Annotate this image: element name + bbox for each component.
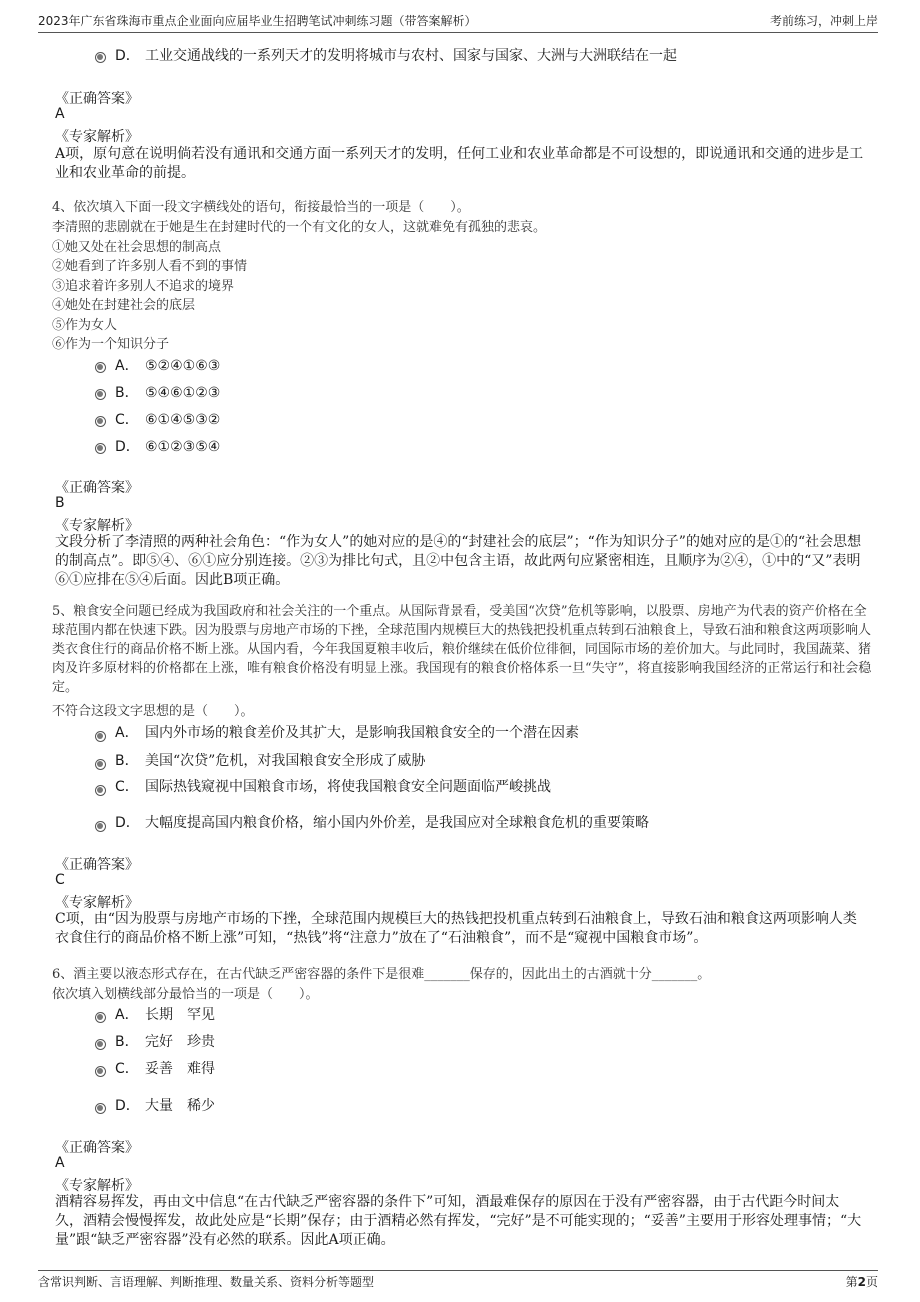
document-title: 2023年广东省珠海市重点企业面向应届毕业生招聘笔试冲刺练习题（带答案解析）: [38, 14, 477, 28]
q4-option-a[interactable]: A． ⑤②④①⑥③: [115, 358, 221, 374]
q4-option-b[interactable]: B． ⑤④⑥①②③: [115, 385, 221, 401]
answer-label: 《正确答案》: [55, 480, 139, 496]
radio-q4-option-b[interactable]: [95, 389, 106, 400]
q6-option-a[interactable]: A． 长期 罕见: [115, 1007, 215, 1023]
question-prompt: 依次填入划横线部分最恰当的一项是（ ）。: [52, 987, 319, 1002]
radio-q6-option-d[interactable]: [95, 1103, 106, 1114]
analysis-label: 《专家解析》: [55, 1178, 139, 1194]
analysis-label: 《专家解析》: [55, 895, 139, 911]
q4-option-c[interactable]: C． ⑥①④⑤③②: [115, 412, 221, 428]
analysis-text: A项，原句意在说明倘若没有通讯和交通方面一系列天才的发明，任何工业和农业革命都是不可设想的，即说通讯和交通的进步是工业和农业革命的前提。: [55, 146, 864, 181]
analysis-label: 《专家解析》: [55, 129, 139, 145]
list-item: ⑤作为女人: [52, 318, 118, 333]
page-footer: [38, 1270, 878, 1295]
answer-label: 《正确答案》: [55, 857, 139, 873]
answer-label: 《正确答案》: [55, 1140, 139, 1156]
page-number: 第2页: [845, 1275, 878, 1289]
list-item: ④她处在封建社会的底层: [52, 298, 196, 313]
radio-q6-option-a[interactable]: [95, 1012, 106, 1023]
correct-answer: C: [55, 872, 65, 888]
correct-answer: A: [55, 1155, 65, 1171]
radio-q4-option-c[interactable]: [95, 416, 106, 427]
analysis-text: 酒精容易挥发，再由文中信息“在古代缺乏严密容器的条件下”可知，酒最难保存的原因在于没有严密容器，由于古代距今时间太久，酒精会慢慢挥发，故此处应是“长期”保存；由于酒精必然有挥发，“完好”是不可能实现的；“妥善”主要用于形容处理事情；“大量”跟“缺乏严密容器”没有必然的联系。因此A项正确。: [55, 1194, 862, 1248]
header-slogan: 考前练习，冲刺上岸: [769, 14, 878, 28]
q6-option-c[interactable]: C． 妥善 难得: [115, 1061, 215, 1077]
q6-option-d[interactable]: D． 大量 稀少: [115, 1098, 215, 1114]
q4-option-d[interactable]: D． ⑥①②③⑤④: [115, 439, 221, 455]
q5-option-b[interactable]: B． 美国“次贷”危机，对我国粮食安全形成了威胁: [115, 753, 426, 769]
radio-q6-option-c[interactable]: [95, 1066, 106, 1077]
radio-q4-option-d[interactable]: [95, 443, 106, 454]
correct-answer: B: [55, 495, 65, 511]
radio-q4-option-a[interactable]: [95, 362, 106, 373]
answer-label: 《正确答案》: [55, 91, 139, 107]
q6-option-b[interactable]: B． 完好 珍贵: [115, 1034, 215, 1050]
radio-q5-option-c[interactable]: [95, 785, 106, 796]
footer-topics: 含常识判断、言语理解、判断推理、数量关系、资料分析等题型: [38, 1275, 375, 1289]
question-context: 李清照的悲剧就在于她是生在封建时代的一个有文化的女人，这就难免有孤独的悲哀。: [52, 220, 547, 235]
question-stem: 6、酒主要以液态形式存在，在古代缺乏严密容器的条件下是很难_______保存的，因此出土的古酒就十分_______。: [52, 967, 711, 982]
q5-option-c[interactable]: C． 国际热钱窥视中国粮食市场，将使我国粮食安全问题面临严峻挑战: [115, 779, 551, 795]
radio-q5-option-d[interactable]: [95, 821, 106, 832]
q5-option-d[interactable]: D． 大幅度提高国内粮食价格，缩小国内外价差，是我国应对全球粮食危机的重要策略: [115, 815, 649, 831]
list-item: ②她看到了许多别人看不到的事情: [52, 259, 248, 274]
list-item: ①她又处在社会思想的制高点: [52, 240, 222, 255]
radio-q3-option-d[interactable]: [95, 52, 106, 63]
analysis-text: 文段分析了李清照的两种社会角色：“作为女人”的她对应的是④的“封建社会的底层”；“作为知识分子”的她对应的是①的“社会思想的制高点”。即⑤④、⑥①应分别连接。②③为排比句式，且②中包含主语，故此两句应紧密相连，且顺序为②④，①中的“又”表明⑥①应排在⑤④后面。因此B项正确。: [55, 534, 862, 588]
q5-option-a[interactable]: A． 国内外市场的粮食差价及其扩大，是影响我国粮食安全的一个潜在因素: [115, 725, 579, 741]
radio-q5-option-a[interactable]: [95, 731, 106, 742]
list-item: ⑥作为一个知识分子: [52, 337, 170, 352]
question-stem: 4、依次填入下面一段文字横线处的语句，衔接最恰当的一项是（ ）。: [52, 200, 470, 215]
radio-q5-option-b[interactable]: [95, 759, 106, 770]
list-item: ③追求着许多别人不追求的境界: [52, 279, 235, 294]
page-header: [38, 12, 878, 33]
question-prompt: 不符合这段文字思想的是（ ）。: [52, 704, 254, 719]
analysis-text: C项，由“因为股票与房地产市场的下挫，全球范围内规模巨大的热钱把投机重点转到石油粮食上，导致石油和粮食这两项影响人类衣食住行的商品价格不断上涨”可知，“热钱”将“注意力”放在了“石油粮食”，而不是“窥视中国粮食市场”。: [55, 911, 857, 946]
radio-q6-option-b[interactable]: [95, 1039, 106, 1050]
analysis-label: 《专家解析》: [55, 518, 139, 534]
correct-answer: A: [55, 106, 65, 122]
question-stem: 5、粮食安全问题已经成为我国政府和社会关注的一个重点。从国际背景看，受美国“次贷”危机等影响，以股票、房地产为代表的资产价格在全球范围内都在快速下跌。因为股票与房地产市场的下挫，全球范围内规模巨大的热钱把投机重点转到石油粮食上，导致石油和粮食这两项影响人类衣食住行的商品价格不断上涨。从国内看，今年我国夏粮丰收后，粮价继续在低价位徘徊，同国际市场的差价加大。与此同时，我国蔬菜、猪肉及许多原材料的价格都在上涨，唯有粮食价格没有明显上涨。我国现有的粮食价格体系一旦“失守”，将直接影响我国经济的正常运行和社会稳定。: [52, 604, 872, 695]
q3-option-d[interactable]: D． 工业交通战线的一系列天才的发明将城市与农村、国家与国家、大洲与大洲联结在一起: [115, 48, 677, 64]
